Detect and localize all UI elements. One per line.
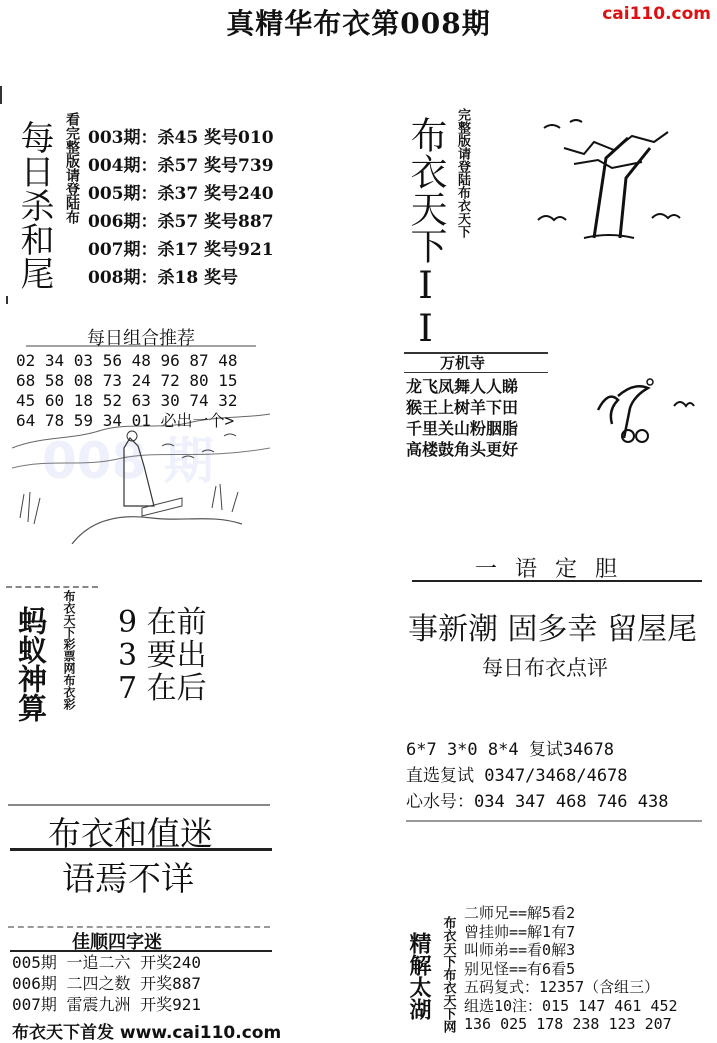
poem-rule: [404, 372, 548, 373]
four-char-rows: [12, 952, 201, 1015]
courage-row: 直选复试 0347/3468/4678: [406, 766, 628, 786]
ant-row: 9 在前: [118, 605, 207, 640]
taihu-row: 五码复式：12357（含组三）: [464, 978, 660, 996]
kill-row: 007期：杀17 奖号921: [88, 240, 274, 260]
combo-rows: [16, 351, 238, 431]
four-char-row: 007期 雷震九洲 开奖921: [12, 995, 202, 1014]
courage-row: 6*7 3*0 8*4 复试34678: [406, 740, 614, 760]
panel-divider: [406, 820, 702, 822]
taihu-rows: [464, 904, 678, 1034]
ant-panel-side-note: 布衣天下彩票网布衣彩: [62, 590, 76, 710]
four-char-row: 006期 二四之数 开奖887: [12, 974, 202, 993]
taihu-row: 曾挂帅==解1有7: [464, 922, 576, 941]
courage-rule: [412, 580, 702, 582]
poem-rows: [406, 376, 518, 460]
world-panel-title: 布衣天下II: [404, 116, 447, 350]
riddle-title: 布衣和值迷: [48, 814, 213, 853]
courage-title: 一语定胆: [474, 557, 635, 582]
ant-panel-rows: [118, 606, 207, 705]
combo-panel: [12, 318, 270, 544]
kill-row: 003期：杀45 奖号010: [88, 128, 274, 148]
courage-verse: 事新潮 固多幸 留屋尾: [408, 612, 698, 647]
riddle-text: 语焉不详: [62, 859, 194, 898]
edge-mark: [0, 86, 7, 104]
poem-row: 千里关山粉胭脂: [406, 419, 519, 438]
taihu-row: 二师兄==解5看2: [464, 904, 576, 922]
flower-sketch: [588, 370, 698, 450]
footer-text: 布衣天下首发 www.cai110.com: [12, 1023, 282, 1043]
four-char-title: 佳顺四字迷: [72, 932, 162, 953]
taihu-row: 136 025 178 238 123 207: [464, 1015, 672, 1033]
taihu-row: 别见怪==有6看5: [464, 959, 576, 978]
combo-row: 02 34 03 56 48 96 87 48: [16, 351, 238, 370]
poem-row: 龙飞凤舞人人睇: [406, 377, 519, 396]
poem-row: 高楼鼓角头更好: [406, 440, 519, 459]
tree-sketch: [524, 108, 704, 258]
kill-row: 006期：杀57 奖号887: [88, 212, 274, 232]
kill-row: 008期：杀18 奖号: [88, 268, 239, 288]
taihu-row: 组选10注：015 147 461 452: [464, 996, 678, 1015]
poem-title: 万机寺: [440, 354, 486, 372]
page-title: 真精华布衣第008期: [226, 7, 491, 40]
taihu-row: 叫师弟==看0解3: [464, 941, 576, 959]
kill-row: 005期：杀37 奖号240: [88, 184, 274, 204]
combo-row: 45 60 18 52 63 30 74 32: [16, 391, 238, 410]
kill-panel-rows: [88, 124, 274, 292]
site-watermark: cai110.com: [602, 4, 711, 24]
combo-row: 64 78 59 34 01 必出一个>: [16, 411, 235, 430]
courage-rows: [406, 737, 668, 815]
courage-row: 心水号：034 347 468 746 438: [406, 792, 669, 812]
riddle-rule: [10, 848, 272, 851]
taihu-title: 精解太湖: [406, 932, 432, 1020]
combo-panel-title: 每日组合推荐: [87, 328, 195, 349]
world-panel-side-note: 完整版请登陆布衣天下: [455, 108, 470, 238]
courage-subtitle: 每日布衣点评: [482, 656, 608, 680]
ant-panel-title: 蚂蚁神算: [14, 606, 48, 722]
combo-row: 68 58 08 73 24 72 80 15: [16, 371, 238, 390]
panel-divider: [6, 296, 12, 304]
ant-row: 7 在后: [118, 671, 207, 706]
panel-divider: [8, 804, 270, 806]
kill-row: 004期：杀57 奖号739: [88, 156, 274, 176]
four-char-row: 005期 一追二六 开奖240: [12, 953, 202, 972]
poem-row: 猴王上树羊下田: [406, 398, 519, 417]
kill-panel-title: 每日杀和尾: [14, 120, 54, 290]
ant-row: 3 要出: [118, 638, 207, 673]
taihu-side-note: 布衣天下布衣天下网: [440, 916, 456, 1033]
kill-panel-side-note: 看完整版请登陆布: [64, 112, 80, 224]
panel-divider: [6, 586, 98, 588]
svg-text:008 期: 008 期: [42, 432, 214, 490]
